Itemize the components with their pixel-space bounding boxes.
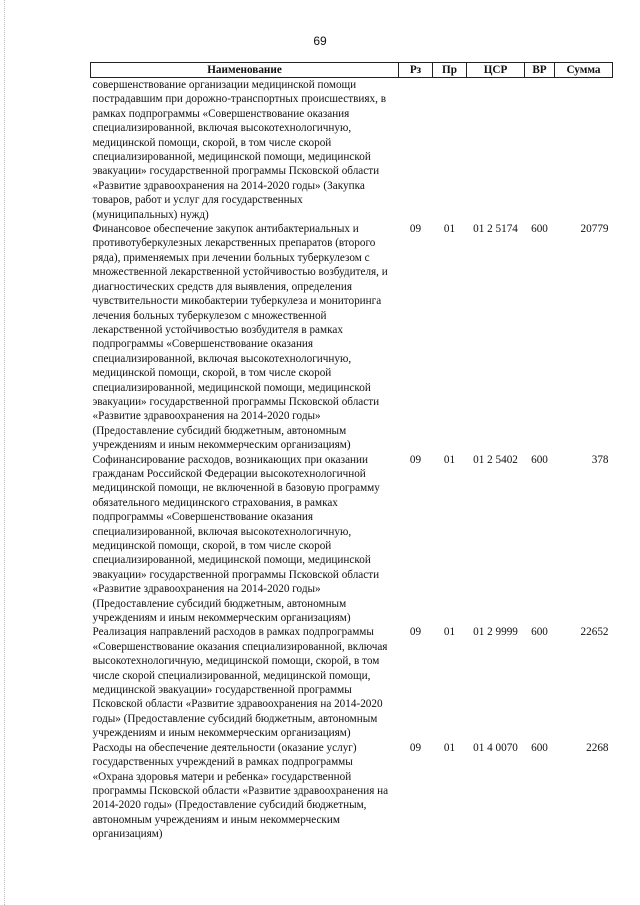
row-name: Финансовое обеспечение закупок антибактериальных и противотуберкулезных лекарственных препаратов (второго ряда), применяемых при лечении больных туберкулезом с множественной лекарственной устойчивостью возбудителя, и диагностических средств для выявления, определения чувствительности микобактерии туберкулеза и мониторинга лечения больных туберкулезом с множественной лекарственной устойчивостью возбудителя в рамках подпрограммы «Совершенствование оказания специализированной, включая высокотехнологичную, медицинской помощи, скорой, в том числе скорой специализированной, медицинской помощи, медицинской эвакуации» государственной программы Псковской области «Развитие здравоохранения на 2014-2020 годы» (Предоставление субсидий бюджетным, автономным учреждениям и иным некоммерческим организациям) [92,223,388,452]
row-sum: 378 [591,453,609,466]
row-csr: 01 2 5174 [473,223,518,236]
row-pr: 01 [443,626,456,639]
row-rz: 09 [409,453,422,466]
table-row-continuation [91,78,613,223]
row-pr: 01 [443,453,456,466]
column-header-rz: Рз [399,63,433,78]
row-sum: 22652 [580,626,609,639]
column-header-sum: Сумма [555,63,613,78]
row-pr: 01 [443,223,456,236]
table-header-row [91,63,613,78]
row-sum: 2268 [586,741,609,754]
row-name: Реализация направлений расходов в рамках подпрограммы «Совершенствование оказания специализированной, включая высокотехнологичную, медицинской помощи, скорой, в том числе скорой специализированной, медицинской помощи, медицинской эвакуации» государственной программы Псковской области «Развитие здравоохранения на 2014-2020 годы» (Предоставление субсидий бюджетным, автономным учреждениям и иным некоммерческим организациям) [92,626,388,740]
column-header-pr: Пр [433,63,467,78]
page-number: 69 [313,34,327,48]
budget-table [90,62,613,842]
row-pr: 01 [443,741,456,754]
row-csr: 01 2 9999 [473,626,518,639]
row-csr: 01 2 5402 [473,453,518,466]
row-vr: 600 [531,453,548,466]
table-row [91,222,613,453]
row-rz: 09 [409,626,422,639]
table-row [91,625,613,740]
table-row [91,741,613,842]
row-sum: 20779 [580,223,609,236]
row-vr: 600 [531,741,548,754]
row-vr: 600 [531,223,548,236]
scan-edge [4,0,6,905]
column-header-vr: ВР [525,63,555,78]
row-name: совершенствование организации медицинской помощи пострадавшим при дорожно-транспортных происшествиях, в рамках подпрограммы «Совершенствование оказания специализированной, включая высокотехнологичную, медицинской помощи, скорой, в том числе скорой специализированной, медицинской помощи, медицинской эвакуации» государственной программы Псковской области «Развитие здравоохранения на 2014-2020 годы» (Закупка товаров, работ и услуг для государственных (муниципальных) нужд) [92,79,386,221]
row-csr: 01 4 0070 [473,741,518,754]
row-vr: 600 [531,626,548,639]
row-rz: 09 [409,741,422,754]
row-name: Софинансирование расходов, возникающих при оказании гражданам Российской Федерации высокотехнологичной медицинской помощи, не включенной в базовую программу обязательного медицинского страхования, в рамках подпрограммы «Совершенствование оказания специализированной, включая высокотехнологичную, медицинской помощи, скорой, в том числе скорой специализированной, медицинской помощи, медицинской эвакуации» государственной программы Псковской области «Развитие здравоохранения на 2014-2020 годы» (Предоставление субсидий бюджетным, автономным учреждениям и иным некоммерческим организациям) [92,453,380,625]
column-header-csr: ЦСР [467,63,525,78]
row-name: Расходы на обеспечение деятельности (оказание услуг) государственных учреждений в рамках подпрограммы «Охрана здоровья матери и ребенка» государственной программы Псковской области «Развитие здравоохранения на 2014-2020 годы» (Предоставление субсидий бюджетным, автономным учреждениям и иным некоммерческим организациям) [92,741,389,841]
table-row [91,453,613,626]
column-header-name: Наименование [91,63,399,78]
row-rz: 09 [409,223,422,236]
